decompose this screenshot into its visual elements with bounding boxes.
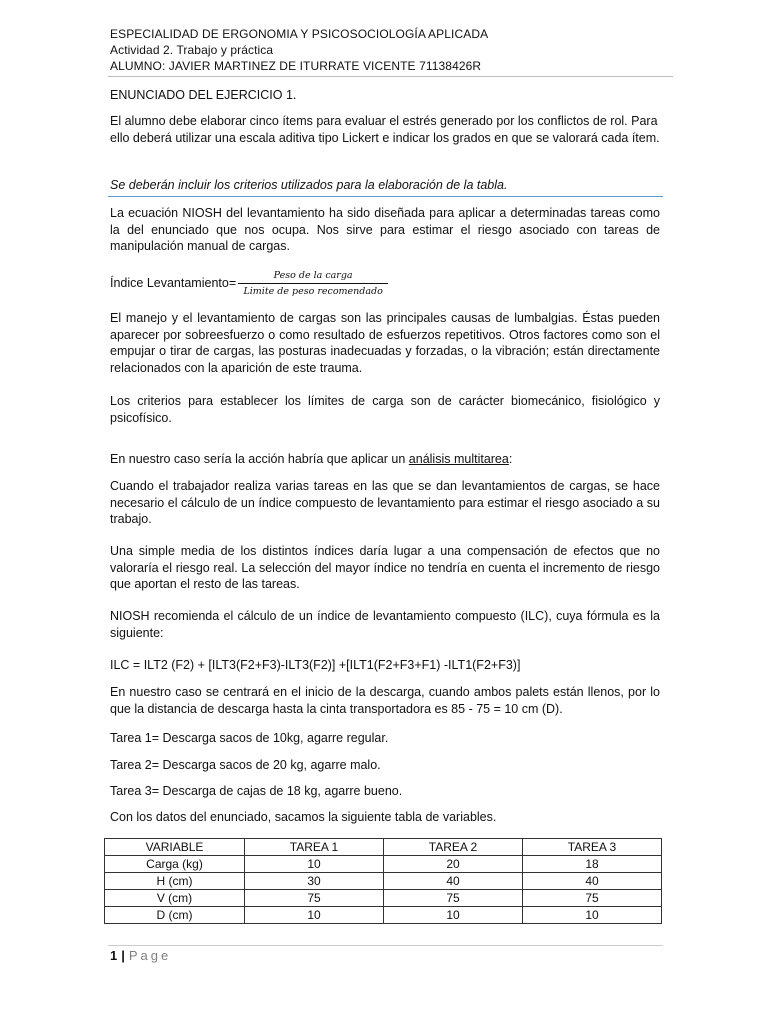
header-divider — [108, 76, 673, 77]
tarea-3: Tarea 3= Descarga de cajas de 18 kg, agarre bueno. — [110, 784, 403, 798]
ilc-formula: ILC = ILT2 (F2) + [ILT3(F2+F3)-ILT3(F2)] +[ILT1(F2+F3+F1) -ILT1(F2+F3)] — [110, 658, 521, 672]
section-divider — [108, 196, 663, 197]
page-footer — [110, 948, 171, 963]
multitarea-term: análisis multitarea — [408, 452, 509, 466]
table-cell-label: H (cm) — [105, 873, 245, 890]
formula-label: Índice Levantamiento= — [110, 276, 237, 290]
header-activity: Actividad 2. Trabajo y práctica — [110, 43, 274, 57]
table-row — [105, 856, 662, 873]
table-cell-label: V (cm) — [105, 890, 245, 907]
tarea-1: Tarea 1= Descarga sacos de 10kg, agarre regular. — [110, 731, 389, 745]
page-word: Page — [128, 948, 172, 963]
paragraph-indice-compuesto: Cuando el trabajador realiza varias tareas en las que se dan levantamientos de cargas, se hace necesario el cálculo de un índice compuesto de levantamiento para estimar el riesgo asociado a su trabajo. — [110, 479, 660, 526]
variables-table — [104, 838, 662, 924]
document-header — [110, 26, 670, 74]
header-student: ALUMNO: JAVIER MARTINEZ DE ITURRATE VICENTE 71138426R — [110, 59, 482, 73]
table-cell: 10 — [245, 907, 384, 924]
table-row — [105, 890, 662, 907]
table-cell: 20 — [384, 856, 523, 873]
paragraph-descarga: En nuestro caso se centrará en el inicio de la descarga, cuando ambos palets están llenos, por lo que la distancia de descarga hasta la cinta transportadora es 85 - 75 = 10 cm (D). — [110, 685, 660, 716]
paragraph-ilc: NIOSH recomienda el cálculo de un índice de levantamiento compuesto (ILC), cuya fórmula es la siguiente: — [110, 609, 660, 640]
paragraph-multitarea — [110, 451, 660, 468]
table-header-cell: VARIABLE — [105, 839, 245, 856]
table-cell: 75 — [384, 890, 523, 907]
table-cell: 10 — [384, 907, 523, 924]
formula-denominator: Limite de peso recomendado — [243, 285, 383, 297]
table-header-cell: TAREA 3 — [523, 839, 662, 856]
lifting-index-formula — [110, 267, 388, 299]
enunciado-title: ENUNCIADO DEL EJERCICIO 1. — [110, 88, 297, 102]
enunciado-note: Se deberán incluir los criterios utilizados para la elaboración de la tabla. — [110, 178, 508, 192]
table-cell: 75 — [523, 890, 662, 907]
tarea-2: Tarea 2= Descarga sacos de 20 kg, agarre malo. — [110, 758, 381, 772]
table-cell: 18 — [523, 856, 662, 873]
header-specialty: ESPECIALIDAD DE ERGONOMIA Y PSICOSOCIOLOGÍA APLICADA — [110, 27, 489, 41]
paragraph-tabla-intro: Con los datos del enunciado, sacamos la siguiente tabla de variables. — [110, 810, 497, 824]
table-cell-label: D (cm) — [105, 907, 245, 924]
paragraph-lumbalgias: El manejo y el levantamiento de cargas son las principales causas de lumbalgias. Éstas pueden aparecer por sobreesfuerzo o como resultado de esfuerzos repetitivos. Otros factores como son el empujar o tirar de cargas, las posturas inadecuadas y forzadas, o la vibración; están directamente relacionados con la aparición de este trauma. — [110, 311, 660, 375]
multitarea-post: : — [508, 452, 513, 466]
multitarea-pre: En nuestro caso sería la acción habría que aplicar un — [110, 452, 409, 466]
table-header-cell: TAREA 1 — [245, 839, 384, 856]
table-row — [105, 907, 662, 924]
table-header-cell: TAREA 2 — [384, 839, 523, 856]
formula-numerator: Peso de la carga — [238, 270, 388, 284]
table-cell: 40 — [384, 873, 523, 890]
table-header-row — [105, 839, 662, 856]
table-cell: 10 — [245, 856, 384, 873]
paragraph-criterios: Los criterios para establecer los límites de carga son de carácter biomecánico, fisiológico y psicofísico. — [110, 394, 660, 425]
footer-separator: | — [121, 948, 125, 963]
table-cell: 75 — [245, 890, 384, 907]
table-cell: 10 — [523, 907, 662, 924]
paragraph-media: Una simple media de los distintos índices daría lugar a una compensación de efectos que no valoraría el riesgo real. La selección del mayor índice no tendría en cuenta el incremento de riesgo que aportan el resto de las tareas. — [110, 544, 660, 591]
paragraph-niosh-intro: La ecuación NIOSH del levantamiento ha sido diseñada para aplicar a determinadas tareas como la del enunciado que nos ocupa. Nos sirve para estimar el riesgo asociado con tareas de manipulación manual de cargas. — [110, 206, 660, 253]
table-cell-label: Carga (kg) — [105, 856, 245, 873]
footer-divider — [108, 945, 663, 946]
formula-fraction — [238, 270, 388, 297]
table-cell: 30 — [245, 873, 384, 890]
table-row — [105, 873, 662, 890]
enunciado-text: El alumno debe elaborar cinco ítems para evaluar el estrés generado por los conflictos de rol. Para ello deberá utilizar una escala aditiva tipo Lickert e indicar los grados en que se valorará cada ítem. — [110, 114, 660, 145]
page-number: 1 — [110, 948, 118, 963]
table-cell: 40 — [523, 873, 662, 890]
